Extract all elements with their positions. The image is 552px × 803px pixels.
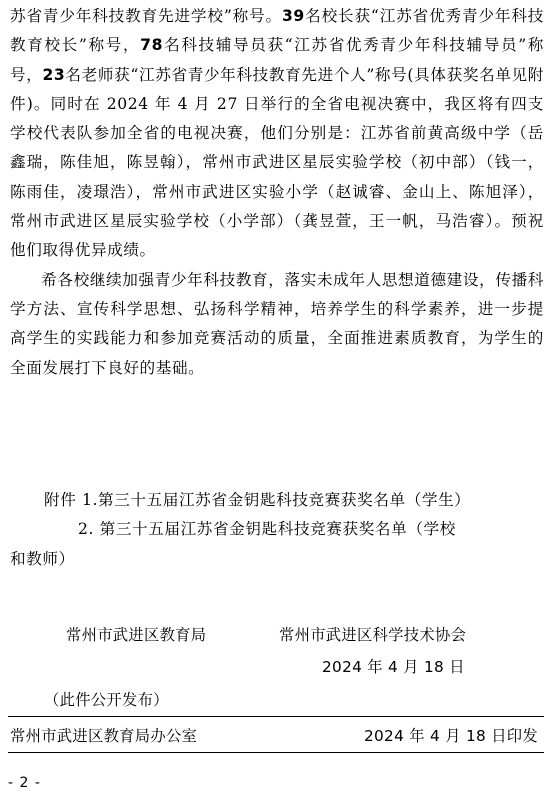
attachment-1: 附件 1.第三十五届江苏省金钥匙科技竞赛获奖名单（学生） xyxy=(44,491,471,509)
count-teachers: 23 xyxy=(42,65,66,84)
signature-education-bureau: 常州市武进区教育局 xyxy=(66,626,207,644)
count-principals: 39 xyxy=(281,7,305,25)
text-run: 名科技辅导员获“江苏省优秀青少年科技辅导员”称号， xyxy=(10,36,544,84)
attachment-2: 2. 第三十五届江苏省金钥匙科技竞赛获奖名单（学校 xyxy=(78,520,456,539)
paragraph-encouragement: 希各校继续加强青少年科技教育，落实未成年人思想道德建设，传播科学方法、宣传科学思想、弘扬科学精神，培养学生的科学素养，进一步提高学生的实践能力和参加竞赛活动的质量，全面推进素质教育，为学生的全面发展打下良好的基础。 xyxy=(10,270,544,377)
attachment-2-continued: 和教师） xyxy=(10,549,75,568)
footer-rule-bottom xyxy=(8,752,544,753)
footer-issue-date: 2024 年 4 月 18 日印发 xyxy=(363,727,538,745)
footer-issuing-office: 常州市武进区教育局办公室 xyxy=(10,727,198,745)
paragraph-awards xyxy=(10,2,544,266)
text-run: 名校长获“江苏省优秀青少年科技教育校长”称号， xyxy=(10,7,544,55)
signature-science-association: 常州市武进区科学技术协会 xyxy=(279,626,467,644)
public-release-note: （此件公开发布） xyxy=(44,691,169,709)
signature-date: 2024 年 4 月 18 日 xyxy=(322,658,465,676)
page-number: - 2 - xyxy=(8,775,41,791)
body-text xyxy=(10,2,544,383)
footer-rule-top xyxy=(8,716,544,717)
text-run: 名老师获“江苏省青少年科技教育先进个人”称号(具体获奖名单见附件)。同时在 2024 年 4 月 27 日举行的全省电视决赛中，我区将有四支学校代表队参加全省的电视决赛，他们分别是：江苏省前黄高级中学（岳鑫瑞，陈佳旭，陈昱翰），常州市武进区星辰实验学校（初中部）（钱一，陈雨佳，凌璟浩），常州市武进区实验小学（赵诚睿、金山上、陈旭泽），常州市武进区星辰实验学校（小学部）（龚昱萱，王一帆，马浩睿）。预祝他们取得优异成绩。 xyxy=(10,65,544,260)
text-run: 苏省青少年科技教育先进学校”称号。 xyxy=(10,7,282,25)
count-counselors: 78 xyxy=(140,36,164,55)
attachments-list xyxy=(10,486,544,574)
